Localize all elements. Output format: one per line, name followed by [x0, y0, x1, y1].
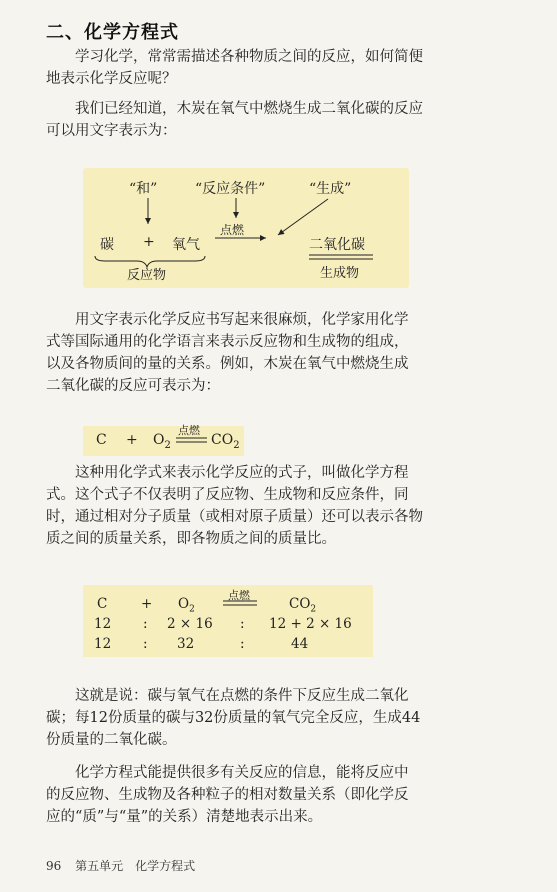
plus-sign: +: [143, 234, 155, 250]
reactant-oxygen: 氧气: [172, 237, 200, 253]
row2-separator: :: [143, 636, 148, 652]
interpretation-paragraph: [46, 685, 516, 751]
word-equation-box: [83, 168, 409, 288]
row1-carbon-dioxide: 12 + 2 × 16: [269, 616, 352, 632]
text-line: 份质量的二氧化碳。: [46, 732, 177, 748]
formula-carbon: C: [96, 432, 107, 448]
formula-plus: +: [126, 432, 138, 448]
section-title: 二、化学方程式: [46, 22, 179, 43]
row2-separator: :: [240, 636, 245, 652]
product-carbon-dioxide: 二氧化碳: [309, 237, 365, 253]
chemical-language-paragraph: [46, 309, 516, 397]
intro-paragraph: [46, 46, 516, 90]
definition-paragraph: [46, 462, 516, 550]
label-and: “和”: [129, 181, 158, 197]
row1-oxygen: 2 × 16: [167, 616, 213, 632]
text-line: 碳；每12份质量的碳与32份质量的氧气完全反应，生成44: [46, 710, 421, 726]
reactant-carbon: 碳: [100, 237, 114, 253]
summary-paragraph: [46, 762, 516, 828]
text-line: 化学方程式能提供很多有关反应的信息，能将反应中: [75, 765, 409, 781]
row2-carbon: 12: [94, 636, 112, 652]
text-line: 可以用文字表示为：: [46, 123, 177, 139]
text-line: 以及各物质间的量的关系。例如，木炭在氧气中燃烧生成: [46, 356, 409, 372]
mass-ratio-box: [83, 585, 373, 657]
header-plus: +: [141, 596, 153, 612]
row2-carbon-dioxide: 44: [291, 636, 309, 652]
text-line: 应的“质”与“量”的关系）清楚地表示出来。: [46, 809, 323, 825]
formula-oxygen: $O_2$: [153, 432, 171, 451]
chemical-equation-box: [83, 426, 244, 456]
text-line: 地表示化学反应呢？: [46, 71, 177, 87]
row1-separator: :: [143, 616, 148, 632]
reactants-label: 反应物: [127, 268, 167, 283]
word-equation-intro-paragraph: [46, 98, 516, 142]
label-reaction-condition: “反应条件”: [195, 181, 266, 197]
header-carbon: C: [97, 596, 108, 612]
text-line: 二氧化碳的反应可表示为：: [46, 378, 220, 394]
row1-separator: :: [240, 616, 245, 632]
text-line: 的反应物、生成物及各种粒子的相对数量关系（即化学反: [46, 787, 409, 803]
header-condition: 点燃: [228, 589, 250, 602]
text-line: 学习化学，常常需描述各种物质之间的反应，如何简便: [75, 49, 423, 65]
header-oxygen: $O_2$: [178, 596, 195, 615]
text-line: 式等国际通用的化学语言来表示反应物和生成物的组成，: [46, 334, 409, 350]
text-line: 用文字表示化学反应书写起来很麻烦，化学家用化学: [75, 312, 409, 328]
row2-oxygen: 32: [177, 636, 195, 652]
formula-condition: 点燃: [178, 424, 200, 437]
chapter-title: 第五单元 化学方程式: [75, 859, 196, 873]
word-equation-arrows: [83, 168, 409, 288]
products-label: 生成物: [320, 266, 360, 281]
text-line: 这就是说：碳与氧气在点燃的条件下反应生成二氧化: [75, 688, 409, 704]
text-line: 时，通过相对分子质量（或相对原子质量）还可以表示各物: [46, 509, 423, 525]
condition-ignite: 点燃: [220, 223, 245, 237]
row1-carbon: 12: [94, 616, 112, 632]
text-line: 质之间的质量关系，即各物质之间的质量比。: [46, 531, 336, 547]
text-line: 式。这个式子不仅表明了反应物、生成物和反应条件，同: [46, 487, 409, 503]
header-carbon-dioxide: $CO_2$: [289, 596, 317, 615]
label-produce: “生成”: [309, 181, 352, 197]
text-line: 这种用化学式来表示化学反应的式子，叫做化学方程: [75, 465, 409, 481]
page-number: 96: [46, 859, 62, 873]
page-footer: [46, 857, 195, 874]
text-line: 我们已经知道，木炭在氧气中燃烧生成二氧化碳的反应: [75, 101, 423, 117]
equals-bar: [83, 426, 244, 456]
formula-carbon-dioxide: $CO_2$: [211, 432, 240, 451]
